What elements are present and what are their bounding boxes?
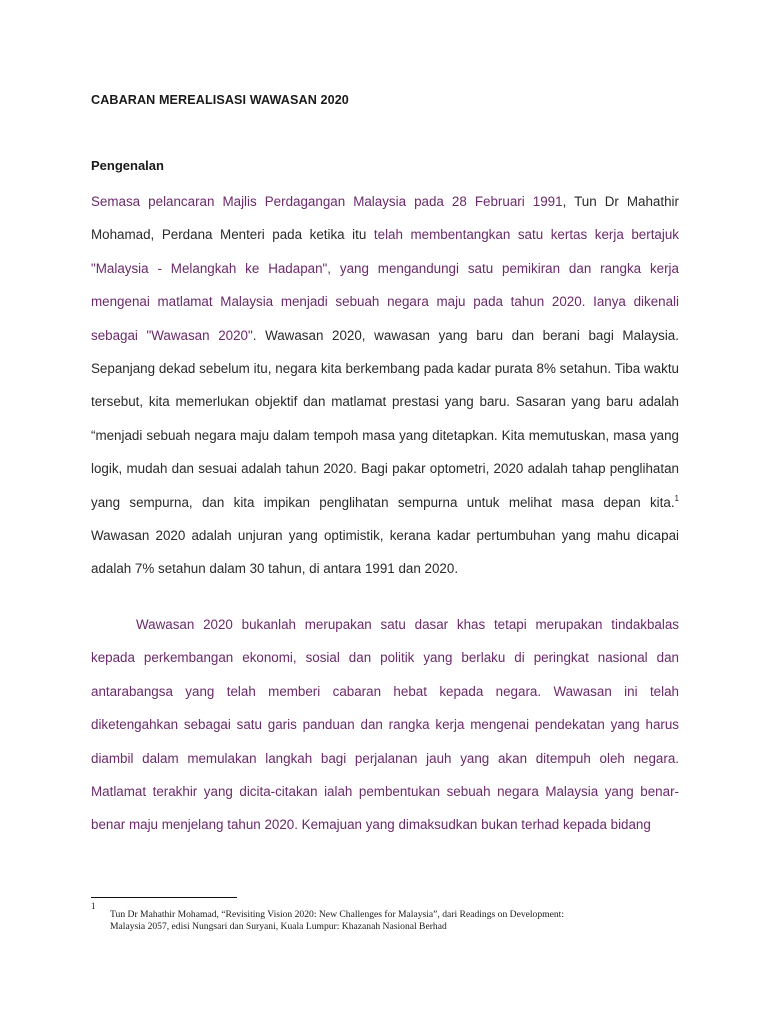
footnote-separator bbox=[91, 897, 237, 898]
footnote-number: 1 bbox=[91, 901, 96, 911]
paragraph1-segment-2: , Tun Dr Mahathir Mohamad, Perdana Menteri pada ketika itu bbox=[91, 194, 679, 243]
paragraph1-segment-4: , yang mengandungi satu pemikiran dan rangka kerja mengenai matlamat Malaysia menjadi sebuah negara maju pada tahun 2020. Ianya dikenali sebagai "Wawasan 2020" bbox=[91, 260, 679, 343]
section-heading: Pengenalan bbox=[91, 158, 164, 173]
footnote-reference[interactable]: 1 bbox=[674, 493, 679, 503]
paragraph1-segment-5: . Wawasan 2020, wawasan yang baru dan berani bagi Malaysia. Sepanjang dekad sebelum itu, negara kita berkembang pada kadar purata 8% setahun. Tiba waktu tersebut, kita memerlukan objektif dan matlamat prestasi yang baru. Sasaran yang baru adalah “menjadi sebuah negara maju dalam tempoh masa yang ditetapkan. Kita memutuskan, masa yang logik, mudah dan sesuai adalah tahun 2020. Bagi pakar optometri, 2020 adalah tahap penglihatan yang sempurna, dan kita impikan penglihatan sempurna untuk melihat masa depan kita. bbox=[91, 327, 679, 510]
footnote-line-2: Malaysia 2057, edisi Nungsari dan Suryani, Kuala Lumpur: Khazanah Nasional Berhad bbox=[110, 921, 447, 932]
paragraph-introduction bbox=[91, 185, 679, 586]
document-page bbox=[91, 0, 679, 1024]
document-title: CABARAN MEREALISASI WAWASAN 2020 bbox=[91, 93, 349, 107]
paragraph1-segment-1: Semasa pelancaran Majlis Perdagangan Malaysia pada 28 Februari 1991 bbox=[91, 194, 563, 209]
paragraph-vision-2020: Wawasan 2020 bukanlah merupakan satu dasar khas tetapi merupakan tindakbalas kepada perkembangan ekonomi, sosial dan politik yang berlaku di peringkat nasional dan antarabangsa yang telah memberi cabaran hebat kepada negara. Wawasan ini telah diketengahkan sebagai satu garis panduan dan rangka kerja mengenai pendekatan yang harus diambil dalam memulakan langkah bagi perjalanan jauh yang akan ditempuh oleh negara. Matlamat terakhir yang dicita-citakan ialah pembentukan sebuah negara Malaysia yang benar-benar maju menjelang tahun 2020. Kemajuan yang dimaksudkan bukan terhad kepada bidang bbox=[91, 617, 679, 833]
paragraph1-segment-3: telah membentangkan satu kertas kerja bertajuk "Malaysia - Melangkah ke Hadapan" bbox=[91, 227, 680, 276]
footnote-line-1: Tun Dr Mahathir Mohamad, “Revisiting Vision 2020: New Challenges for Malaysia”, dari Readings on Development: bbox=[110, 909, 564, 920]
paragraph1-segment-6: Wawasan 2020 adalah unjuran yang optimistik, kerana kadar pertumbuhan yang mahu dicapai adalah 7% setahun dalam 30 tahun, di antara 1991 dan 2020. bbox=[91, 528, 679, 577]
